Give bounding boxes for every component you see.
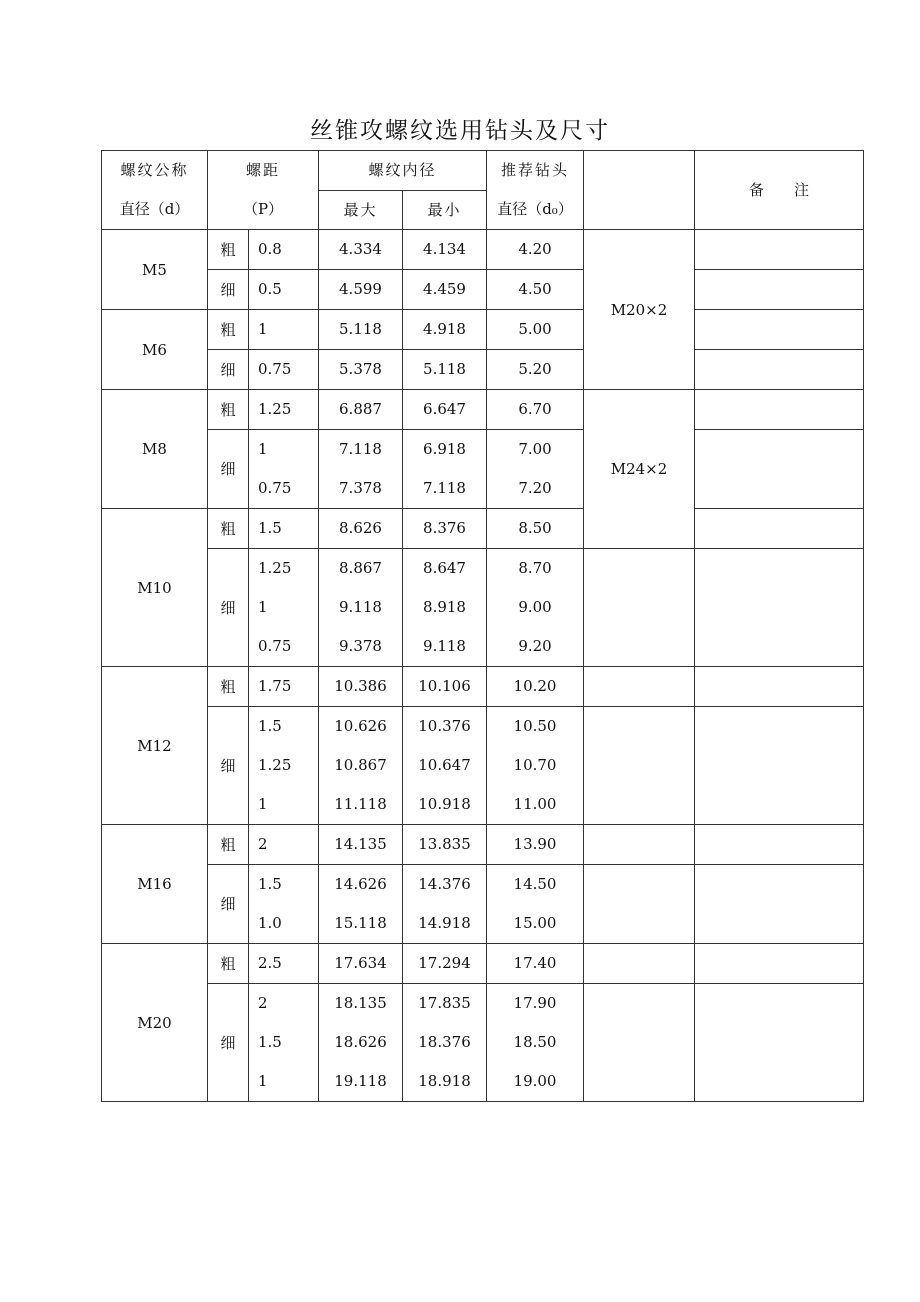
cell-value: 5.20 xyxy=(518,360,552,378)
cell-value: 2.5 xyxy=(258,954,282,972)
size-cell: M8 xyxy=(102,390,208,509)
page-title: 丝锥攻螺纹选用钻头及尺寸 xyxy=(310,118,610,144)
cell-value: 17.835 xyxy=(418,994,471,1012)
cell-value: 19.118 xyxy=(334,1072,387,1090)
cell-value: 5.378 xyxy=(339,360,382,378)
note-cell xyxy=(695,944,864,984)
cell-value: 4.20 xyxy=(518,240,552,258)
cell-value: 4.50 xyxy=(518,280,552,298)
thread-type-cell: 细 xyxy=(208,707,249,825)
thread-type-cell: 细 xyxy=(208,549,249,667)
thread-type-cell: 细 xyxy=(208,984,249,1102)
thread-type-cell: 细 xyxy=(208,430,249,509)
cell-value: 4.459 xyxy=(423,280,466,298)
table-row xyxy=(102,310,864,350)
pitch-cell xyxy=(249,944,319,984)
blank-cell xyxy=(584,865,695,944)
table-row xyxy=(102,270,864,310)
max-cell xyxy=(319,944,403,984)
thread-type-cell: 粗 xyxy=(208,944,249,984)
drill-cell xyxy=(487,825,584,865)
max-cell xyxy=(319,430,403,509)
thread-type-cell: 粗 xyxy=(208,825,249,865)
cell-value: 1 xyxy=(258,598,268,616)
max-cell xyxy=(319,230,403,270)
cell-value: 9.378 xyxy=(339,637,382,655)
thread-type-cell: 细 xyxy=(208,865,249,944)
cell-value: 10.918 xyxy=(418,795,471,813)
blank-cell xyxy=(695,509,864,549)
drill-cell xyxy=(487,390,584,430)
cell-value: 4.334 xyxy=(339,240,382,258)
header-min: 最小 xyxy=(403,190,487,230)
blank-cell xyxy=(584,984,695,1102)
cell-value: 8.70 xyxy=(518,559,552,577)
cell-value: 1 xyxy=(258,795,268,813)
cell-value: 14.918 xyxy=(418,914,471,932)
note-cell xyxy=(695,430,864,509)
min-cell xyxy=(403,430,487,509)
cell-value: 9.118 xyxy=(339,598,382,616)
pitch-cell xyxy=(249,667,319,707)
cell-value: 1.0 xyxy=(258,914,282,932)
blank-cell xyxy=(584,825,695,865)
pitch-cell xyxy=(249,270,319,310)
max-cell xyxy=(319,549,403,667)
size-cell: M20 xyxy=(102,944,208,1102)
blank-cell xyxy=(584,549,695,667)
cell-value: 1 xyxy=(258,320,268,338)
header-drill: 推荐钻头 直径（d₀） xyxy=(487,151,584,230)
cell-value: 10.867 xyxy=(334,756,387,774)
note-cell xyxy=(695,350,864,390)
pitch-cell xyxy=(249,825,319,865)
thread-type-cell: 粗 xyxy=(208,390,249,430)
drill-cell xyxy=(487,865,584,944)
cell-value: 10.70 xyxy=(513,756,557,774)
table-row xyxy=(102,390,864,430)
cell-value: 8.376 xyxy=(423,519,466,537)
blank-cell xyxy=(584,667,695,707)
cell-value: 10.20 xyxy=(513,677,557,695)
cell-value: 1.5 xyxy=(258,875,282,893)
cell-value: 10.376 xyxy=(418,717,471,735)
cell-value: 4.134 xyxy=(423,240,466,258)
header-pitch: 螺距 （P） xyxy=(208,151,319,230)
note-cell xyxy=(695,230,864,270)
cell-value: 4.599 xyxy=(339,280,382,298)
min-cell xyxy=(403,865,487,944)
pitch-cell xyxy=(249,984,319,1102)
drill-cell xyxy=(487,667,584,707)
table-row xyxy=(102,944,864,984)
drill-cell xyxy=(487,944,584,984)
blank-cell xyxy=(584,944,695,984)
cell-value: 9.00 xyxy=(518,598,552,616)
table-row xyxy=(102,549,864,667)
size-cell: M16 xyxy=(102,825,208,944)
drill-cell xyxy=(487,707,584,825)
size-cell: M10 xyxy=(102,509,208,667)
cell-value: 19.00 xyxy=(513,1072,557,1090)
note-cell xyxy=(695,667,864,707)
header-inner-diameter: 螺纹内径 xyxy=(319,151,487,191)
cell-value: 7.118 xyxy=(423,479,466,497)
table-row xyxy=(102,509,864,549)
min-cell xyxy=(403,270,487,310)
cell-value: 6.70 xyxy=(518,400,552,418)
note-cell xyxy=(695,707,864,825)
max-cell xyxy=(319,270,403,310)
note-cell xyxy=(695,549,864,667)
cell-value: 0.75 xyxy=(258,479,292,497)
cell-value: 1.75 xyxy=(258,677,292,695)
min-cell xyxy=(403,310,487,350)
cell-value: 6.647 xyxy=(423,400,466,418)
cell-value: 17.90 xyxy=(513,994,557,1012)
cell-value: 1.25 xyxy=(258,400,292,418)
cell-value: 14.50 xyxy=(513,875,557,893)
note-cell xyxy=(695,270,864,310)
cell-value: 5.118 xyxy=(339,320,382,338)
cell-value: 1.5 xyxy=(258,717,282,735)
tap-drill-table xyxy=(101,150,864,1102)
size-cell: M6 xyxy=(102,310,208,390)
min-cell xyxy=(403,509,487,549)
cell-value: 8.626 xyxy=(339,519,382,537)
table-row xyxy=(102,667,864,707)
cell-value: 10.647 xyxy=(418,756,471,774)
cell-value: 7.20 xyxy=(518,479,552,497)
cell-value: 9.20 xyxy=(518,637,552,655)
cell-value: 13.835 xyxy=(418,835,471,853)
cell-value: 10.626 xyxy=(334,717,387,735)
cell-value: 1 xyxy=(258,440,268,458)
cell-value: 6.918 xyxy=(423,440,466,458)
cell-value: 0.75 xyxy=(258,637,292,655)
cell-value: 18.918 xyxy=(418,1072,471,1090)
pitch-cell xyxy=(249,310,319,350)
note-cell xyxy=(695,865,864,944)
min-cell xyxy=(403,390,487,430)
header-max: 最大 xyxy=(319,190,403,230)
thread-type-cell: 粗 xyxy=(208,667,249,707)
cell-value: 10.106 xyxy=(418,677,471,695)
cell-value: 5.118 xyxy=(423,360,466,378)
pitch-cell xyxy=(249,430,319,509)
cell-value: 18.135 xyxy=(334,994,387,1012)
table-row xyxy=(102,865,864,944)
cell-value: 1 xyxy=(258,1072,268,1090)
cell-value: 17.40 xyxy=(513,954,557,972)
note-cell xyxy=(695,390,864,430)
cell-value: 15.118 xyxy=(334,914,387,932)
max-cell xyxy=(319,707,403,825)
cell-value: 11.00 xyxy=(513,795,557,813)
cell-value: 14.376 xyxy=(418,875,471,893)
cell-value: 7.118 xyxy=(339,440,382,458)
table-row xyxy=(102,230,864,270)
max-cell xyxy=(319,350,403,390)
thread-type-cell: 细 xyxy=(208,350,249,390)
drill-cell xyxy=(487,230,584,270)
min-cell xyxy=(403,667,487,707)
drill-cell xyxy=(487,430,584,509)
cell-value: 1.25 xyxy=(258,559,292,577)
cell-value: 0.75 xyxy=(258,360,292,378)
cell-value: 2 xyxy=(258,994,268,1012)
drill-cell xyxy=(487,549,584,667)
cell-value: 0.8 xyxy=(258,240,282,258)
cell-value: 1.25 xyxy=(258,756,292,774)
table-row xyxy=(102,984,864,1102)
min-cell xyxy=(403,825,487,865)
cell-value: 0.5 xyxy=(258,280,282,298)
cell-value: 14.626 xyxy=(334,875,387,893)
header-blank xyxy=(584,151,695,230)
table-row xyxy=(102,707,864,825)
max-cell xyxy=(319,825,403,865)
cell-value: 8.647 xyxy=(423,559,466,577)
max-cell xyxy=(319,667,403,707)
table-row xyxy=(102,825,864,865)
header-nominal-diameter: 螺纹公称 直径（d） xyxy=(102,151,208,230)
table-row xyxy=(102,430,864,509)
min-cell xyxy=(403,707,487,825)
cell-value: 8.867 xyxy=(339,559,382,577)
cell-value: 18.376 xyxy=(418,1033,471,1051)
cell-value: 10.386 xyxy=(334,677,387,695)
cell-value: 5.00 xyxy=(518,320,552,338)
cell-value: 18.50 xyxy=(513,1033,557,1051)
drill-cell xyxy=(487,350,584,390)
min-cell xyxy=(403,549,487,667)
size-cell: M5 xyxy=(102,230,208,310)
size-cell: M12 xyxy=(102,667,208,825)
drill-cell xyxy=(487,270,584,310)
max-cell xyxy=(319,310,403,350)
cell-value: 7.00 xyxy=(518,440,552,458)
drill-cell xyxy=(487,984,584,1102)
pitch-cell xyxy=(249,707,319,825)
min-cell xyxy=(403,350,487,390)
min-cell xyxy=(403,944,487,984)
cell-value: 2 xyxy=(258,835,268,853)
thread-spec-cell: M24×2 xyxy=(584,390,695,549)
pitch-cell xyxy=(249,350,319,390)
cell-value: 1.5 xyxy=(258,519,282,537)
note-cell xyxy=(695,310,864,350)
pitch-cell xyxy=(249,865,319,944)
thread-spec-cell: M20×2 xyxy=(584,230,695,390)
thread-type-cell: 粗 xyxy=(208,509,249,549)
drill-cell xyxy=(487,310,584,350)
max-cell xyxy=(319,390,403,430)
cell-value: 14.135 xyxy=(334,835,387,853)
cell-value: 8.50 xyxy=(518,519,552,537)
max-cell xyxy=(319,509,403,549)
pitch-cell xyxy=(249,390,319,430)
header-note: 备 注 xyxy=(695,151,864,230)
cell-value: 7.378 xyxy=(339,479,382,497)
pitch-cell xyxy=(249,509,319,549)
cell-value: 18.626 xyxy=(334,1033,387,1051)
pitch-cell xyxy=(249,549,319,667)
cell-value: 8.918 xyxy=(423,598,466,616)
cell-value: 9.118 xyxy=(423,637,466,655)
min-cell xyxy=(403,984,487,1102)
cell-value: 10.50 xyxy=(513,717,557,735)
min-cell xyxy=(403,230,487,270)
cell-value: 11.118 xyxy=(334,795,387,813)
note-cell xyxy=(695,825,864,865)
cell-value: 13.90 xyxy=(513,835,557,853)
thread-type-cell: 细 xyxy=(208,270,249,310)
max-cell xyxy=(319,865,403,944)
pitch-cell xyxy=(249,230,319,270)
max-cell xyxy=(319,984,403,1102)
table-row xyxy=(102,350,864,390)
thread-type-cell: 粗 xyxy=(208,310,249,350)
cell-value: 1.5 xyxy=(258,1033,282,1051)
note-cell xyxy=(695,984,864,1102)
cell-value: 17.294 xyxy=(418,954,471,972)
thread-type-cell: 粗 xyxy=(208,230,249,270)
drill-cell xyxy=(487,509,584,549)
cell-value: 4.918 xyxy=(423,320,466,338)
blank-cell xyxy=(584,707,695,825)
cell-value: 6.887 xyxy=(339,400,382,418)
cell-value: 15.00 xyxy=(513,914,557,932)
cell-value: 17.634 xyxy=(334,954,387,972)
